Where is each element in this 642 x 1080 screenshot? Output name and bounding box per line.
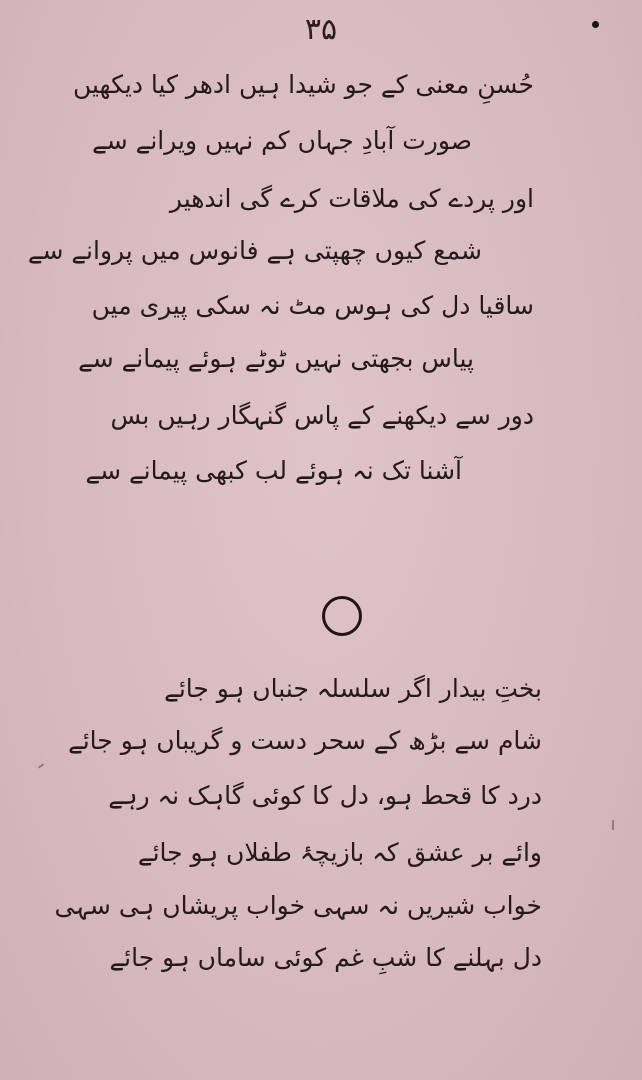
verse-line: حُسنِ معنی کے جو شیدا ہیں ادھر کیا دیکھیں [72, 70, 534, 99]
verse-line: پیاس بجھتی نہیں ٹوٹے ہوئے پیمانے سے [78, 344, 474, 373]
verse-line: اور پردے کی ملاقات کرے گی اندھیر [169, 184, 534, 213]
verse-line: خواب شیریں نہ سہی خواب پریشاں ہی سہی [54, 891, 542, 920]
page-number: ۳۵ [304, 12, 338, 47]
verse-line: وائے بر عشق کہ بازیچۂ طفلاں ہو جائے [137, 838, 542, 867]
ink-dot [592, 21, 599, 28]
verse-line: آشنا تک نہ ہوئے لب کبھی پیمانے سے [85, 456, 462, 485]
verse-line: شام سے بڑھ کے سحر دست و گریباں ہو جائے [68, 726, 542, 755]
paper-mark [612, 820, 614, 830]
verse-line: دل بہلنے کا شبِ غم کوئی ساماں ہو جائے [109, 943, 542, 972]
verse-line: دور سے دیکھنے کے پاس گنہگار رہیں بس [110, 401, 534, 430]
verse-line: شمع کیوں چھپتی ہے فانوس میں پروانے سے [27, 236, 482, 265]
paper-mark [38, 763, 44, 768]
ornament-circle [322, 596, 362, 636]
verse-line: ساقیا دل کی ہوس مٹ نہ سکی پیری میں [91, 291, 534, 320]
verse-line: بختِ بیدار اگر سلسلہ جنباں ہو جائے [164, 674, 542, 703]
verse-line: صورت آبادِ جہاں کم نہیں ویرانے سے [92, 126, 472, 155]
verse-line: درد کا قحط ہو، دل کا کوئی گاہک نہ رہے [108, 781, 542, 810]
